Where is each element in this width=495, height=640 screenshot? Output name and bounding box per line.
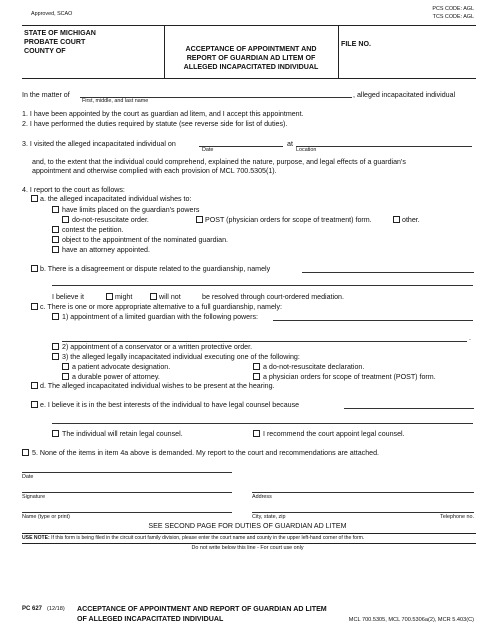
location-caption: Location (296, 147, 317, 153)
item-4d: d. The alleged incapacitated individual wishes to be present at the hearing. (40, 382, 275, 390)
matter-suffix: , alleged incapacitated individual (353, 91, 456, 99)
checkbox-4e[interactable] (31, 401, 38, 408)
checkbox-executing[interactable] (52, 353, 59, 360)
limited-powers-field[interactable] (273, 320, 473, 321)
checkbox-limits[interactable] (52, 206, 59, 213)
court-label: PROBATE COURT (24, 38, 86, 46)
state-label: STATE OF MICHIGAN (24, 29, 96, 37)
other-label: other. (402, 216, 420, 224)
city-label: City, state, zip (252, 514, 286, 520)
checkbox-durable-poa[interactable] (62, 373, 69, 380)
checkbox-4c[interactable] (31, 303, 38, 310)
checkbox-object[interactable] (52, 236, 59, 243)
item-4e: e. I believe it is in the best interests of the individual to have legal counsel because (40, 401, 300, 409)
object-label: object to the appointment of the nominated guardian. (62, 236, 229, 244)
item-3-prefix: 3. I visited the alleged incapacitated individual on (22, 140, 176, 148)
dispute-field[interactable] (302, 272, 474, 273)
checkbox-dnr-order[interactable] (62, 216, 69, 223)
counsel-reason-field-line2[interactable] (52, 423, 473, 424)
item-3-line1: and, to the extent that the individual could comprehend, explained the nature, purpose, and legal effects of a guardian's (32, 158, 406, 166)
matter-prefix: In the matter of (22, 91, 70, 99)
item-3-line2: appointment and otherwise complied with each provision of MCL 700.5305(1). (32, 167, 277, 175)
telephone-label: Telephone no. (440, 514, 474, 520)
believe-label: I believe it (52, 293, 84, 301)
checkbox-post-form[interactable] (196, 216, 203, 223)
limits-label: have limits placed on the guardian's powers (62, 206, 200, 214)
date-line[interactable] (22, 472, 232, 473)
county-label: COUNTY OF (24, 47, 66, 55)
tcs-code: TCS CODE: AGL (432, 14, 474, 20)
executing-label: 3) the alleged legally incapacitated individual executing one of the following: (62, 353, 300, 361)
pcs-code: PCS CODE: AGL (432, 6, 474, 12)
checkbox-recommend-counsel[interactable] (253, 430, 260, 437)
name-caption: First, middle, and last name (82, 98, 149, 104)
recommend-counsel-label: I recommend the court appoint legal counsel. (263, 430, 405, 438)
checkbox-will-not[interactable] (150, 293, 157, 300)
item-4c: c. There is one or more appropriate alternative to a full guardianship, namely: (40, 303, 282, 311)
court-use-only: Do not write below this line - For court use only (191, 545, 304, 551)
checkbox-other[interactable] (393, 216, 400, 223)
checkbox-contest[interactable] (52, 226, 59, 233)
form-title-line3: ALLEGED INCAPACITATED INDIVIDUAL (183, 63, 319, 71)
address-line[interactable] (252, 492, 474, 493)
dnr-declaration-label: a do-not-resuscitate declaration. (263, 363, 365, 371)
checkbox-item-5[interactable] (22, 449, 29, 456)
retain-counsel-label: The individual will retain legal counsel. (62, 430, 183, 438)
checkbox-limited-guardian[interactable] (52, 313, 59, 320)
date-caption: Date (202, 147, 214, 153)
use-note-text: If this form is being filed in the circuit court family division, please enter the court name and county in the upper left-hand corner of the form. (51, 535, 365, 541)
item-3-at: at (287, 140, 293, 148)
period-mark: . (469, 334, 471, 342)
form-title-line1: ACCEPTANCE OF APPOINTMENT AND (185, 45, 317, 53)
post-physician-label: a physician orders for scope of treatment (POST) form. (263, 373, 436, 381)
conservator-label: 2) appointment of a conservator or a written protective order. (62, 343, 253, 351)
footer-title-line1: ACCEPTANCE OF APPOINTMENT AND REPORT OF GUARDIAN AD LITEM (77, 605, 327, 613)
checkbox-dnr-declaration[interactable] (253, 363, 260, 370)
use-note (22, 535, 364, 541)
city-line[interactable] (252, 512, 474, 513)
checkbox-attorney[interactable] (52, 246, 59, 253)
checkbox-4a[interactable] (31, 195, 38, 202)
date-label: Date (22, 474, 34, 480)
signature-line[interactable] (22, 492, 232, 493)
footer-citations: MCL 700.5305, MCL 700.5306a(2), MCR 5.403(C) (348, 617, 474, 623)
signature-label: Signature (22, 494, 46, 500)
post-form-label: POST (physician orders for scope of treatment) form. (205, 216, 372, 224)
attorney-label: have an attorney appointed. (62, 246, 150, 254)
footer-title-line2: OF ALLEGED INCAPACITATED INDIVIDUAL (77, 615, 224, 623)
item-4a: a. the alleged incapacitated individual wishes to: (40, 195, 192, 203)
dispute-field-line2[interactable] (52, 285, 473, 286)
patient-advocate-label: a patient advocate designation. (72, 363, 171, 371)
dnr-order-label: do-not-resuscitate order. (72, 216, 149, 224)
item-4b: b. There is a disagreement or dispute related to the guardianship, namely (40, 265, 271, 273)
checkbox-4d[interactable] (31, 382, 38, 389)
item-2: 2. I have performed the duties required by statute (see reverse side for list of duties). (22, 120, 288, 128)
checkbox-retain-counsel[interactable] (52, 430, 59, 437)
checkbox-might[interactable] (106, 293, 113, 300)
form-title-line2: REPORT OF GUARDIAN AD LITEM OF (186, 54, 316, 62)
item-5: 5. None of the items in item 4a above is demanded. My report to the court and recommendations are attached. (32, 449, 379, 457)
checkbox-4b[interactable] (31, 265, 38, 272)
resolved-label: be resolved through court-ordered mediation. (202, 293, 344, 301)
form-revision: (12/18) (47, 606, 65, 612)
checkbox-patient-advocate[interactable] (62, 363, 69, 370)
checkbox-post-physician[interactable] (253, 373, 260, 380)
name-line[interactable] (22, 512, 232, 513)
address-label: Address (252, 494, 272, 500)
counsel-reason-field[interactable] (344, 408, 474, 409)
checkbox-conservator[interactable] (52, 343, 59, 350)
approval-note: Approved, SCAO (31, 11, 73, 17)
use-note-label: USE NOTE: (22, 535, 50, 541)
item-1: 1. I have been appointed by the court as guardian ad litem, and I accept this appointment. (22, 110, 304, 118)
visit-location-field[interactable] (296, 146, 472, 147)
file-no-label: FILE NO. (341, 40, 371, 48)
contest-label: contest the petition. (62, 226, 124, 234)
might-label: might (115, 293, 133, 301)
form-number: PC 627 (22, 606, 43, 612)
limited-powers-field-line2[interactable] (62, 341, 467, 342)
name-label: Name (type or print) (22, 514, 70, 520)
item-4: 4. I report to the court as follows: (22, 186, 125, 194)
limited-guardian-label: 1) appointment of a limited guardian with the following powers: (62, 313, 258, 321)
will-not-label: will not (159, 293, 181, 301)
durable-poa-label: a durable power of attorney. (72, 373, 160, 381)
see-second-page: SEE SECOND PAGE FOR DUTIES OF GUARDIAN AD LITEM (148, 522, 347, 530)
